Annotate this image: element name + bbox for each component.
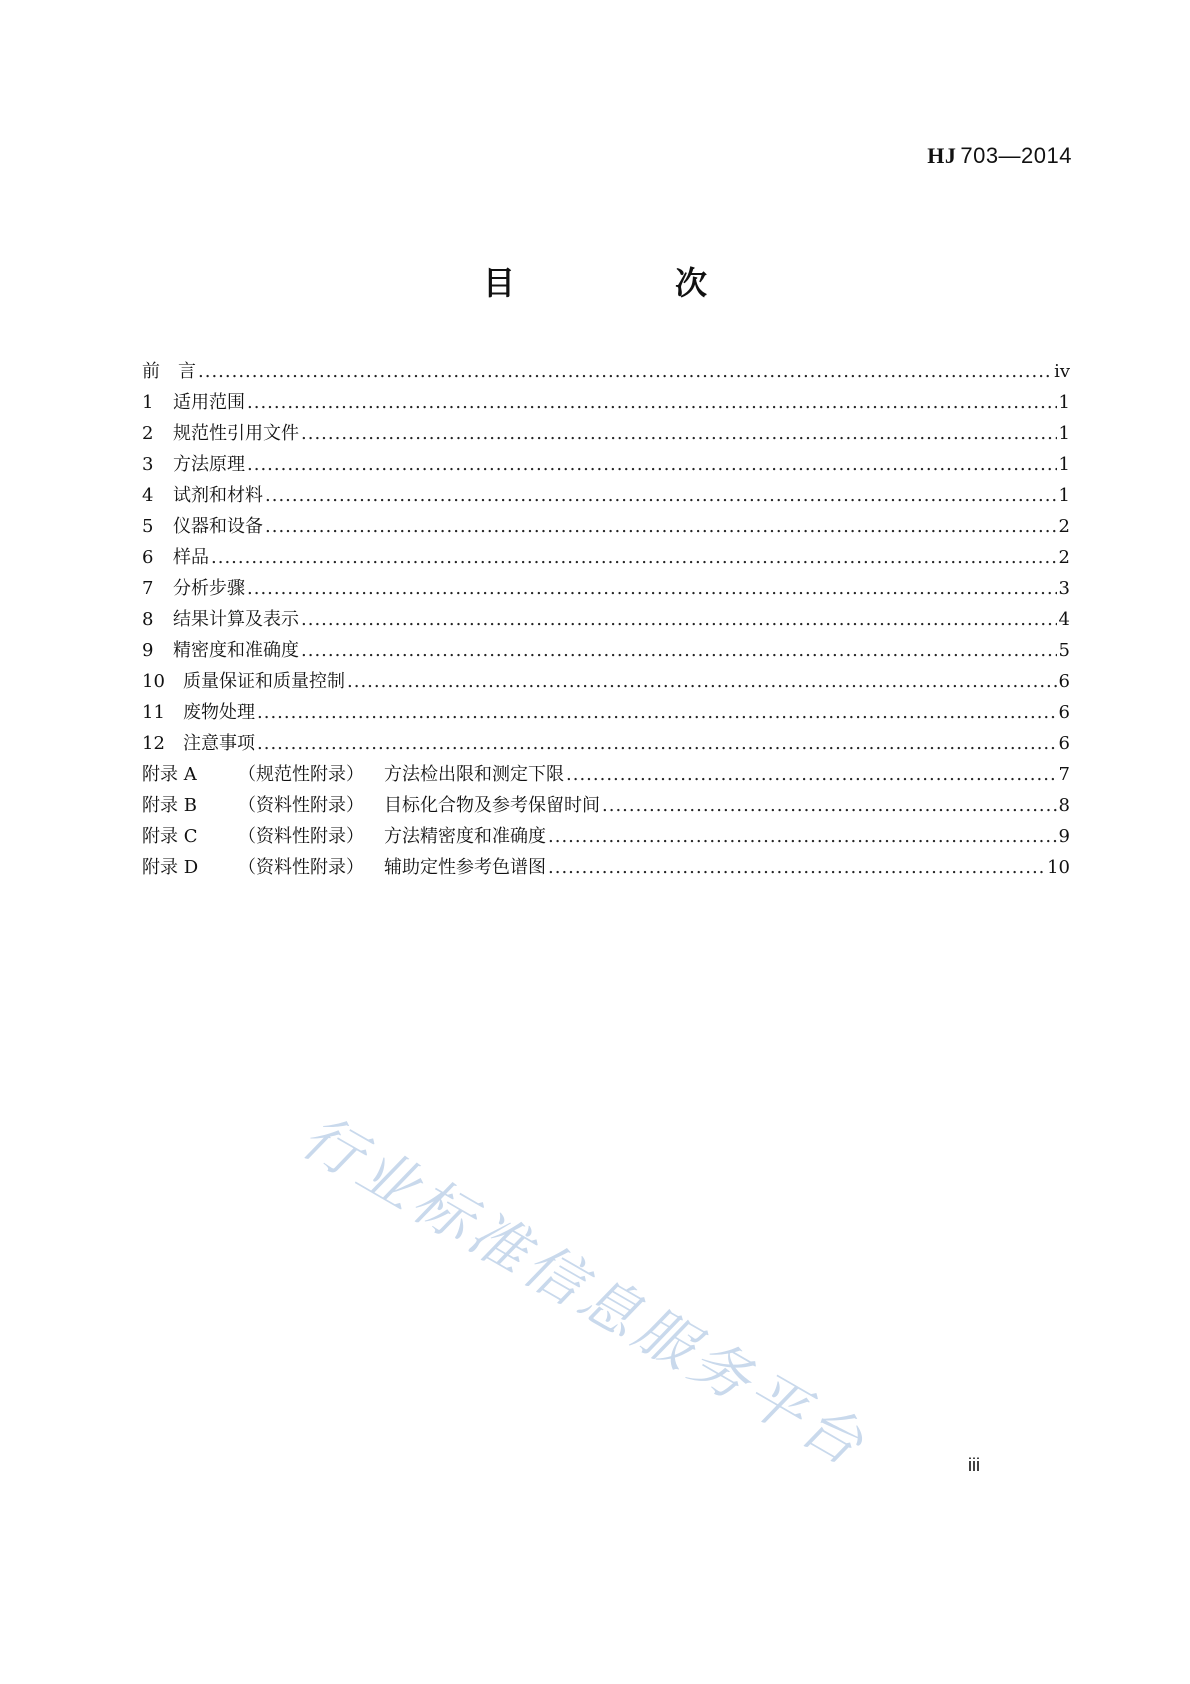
toc-entry-page: 9 [1058,826,1070,847]
toc-entry-number: 9 [142,640,154,661]
toc-entry-number: 2 [142,423,154,444]
toc-entry-label: 仪器和设备 [173,516,263,537]
toc-entry-page: 10 [1047,857,1070,878]
toc-leader-dots [548,852,1045,883]
toc-entry-number: 7 [142,578,154,599]
toc-entry-label: 规范性引用文件 [173,423,299,444]
toc-entry-label: 试剂和材料 [173,485,263,506]
toc-leader-dots [566,759,1057,790]
toc-leader-dots [265,511,1057,542]
watermark-text: 行业标准信息服务平台 [290,1101,879,1481]
page-title: 目 次 [482,264,771,302]
table-of-contents [142,356,1070,883]
toc-entry-label: 精密度和准确度 [173,640,299,661]
toc-leader-dots [602,790,1057,821]
toc-entry-label: 方法原理 [173,454,245,475]
toc-entry[interactable] [142,604,1070,635]
toc-leader-dots [301,635,1057,666]
toc-entry-page: 5 [1058,640,1070,661]
toc-entry-label: 分析步骤 [173,578,245,599]
toc-appendix-kind: （资料性附录） [238,857,364,878]
toc-entry-label: 方法精密度和准确度 [384,826,546,847]
document-code-prefix: HJ [927,143,957,168]
toc-entry[interactable] [142,728,1070,759]
toc-entry-label: 质量保证和质量控制 [183,671,345,692]
toc-entry-page: iv [1054,361,1070,382]
toc-leader-dots [257,697,1057,728]
document-code [927,143,1072,169]
toc-entry-label: 前 言 [142,361,196,382]
toc-leader-dots [347,666,1057,697]
toc-leader-dots [548,821,1057,852]
toc-appendix-kind: （资料性附录） [238,826,364,847]
toc-entry[interactable] [142,387,1070,418]
toc-leader-dots [301,418,1057,449]
toc-entry-label: 废物处理 [183,702,255,723]
toc-entry-page: 7 [1058,764,1070,785]
toc-entry[interactable] [142,449,1070,480]
toc-entry-label: 适用范围 [173,392,245,413]
toc-appendix-name: 附录 D [142,857,199,878]
toc-appendix-name: 附录 B [142,795,197,816]
page-number: iii [968,1455,980,1475]
toc-entry-page: 2 [1058,516,1070,537]
toc-leader-dots [247,387,1057,418]
toc-leader-dots [198,356,1052,387]
toc-entry-label: 方法检出限和测定下限 [384,764,564,785]
toc-entry-number: 5 [142,516,154,537]
toc-entry-number: 11 [142,702,165,723]
toc-entry-number: 8 [142,609,154,630]
toc-entry[interactable] [142,418,1070,449]
toc-appendix-kind: （资料性附录） [238,795,364,816]
document-code-number: 703—2014 [960,143,1072,168]
toc-entry-page: 1 [1058,485,1070,506]
toc-entry-page: 6 [1058,733,1070,754]
toc-entry-number: 4 [142,485,154,506]
toc-entry[interactable] [142,480,1070,511]
toc-leader-dots [247,449,1057,480]
toc-leader-dots [247,573,1057,604]
toc-appendix-kind: （规范性附录） [238,764,364,785]
toc-leader-dots [211,542,1057,573]
toc-entry-page: 8 [1058,795,1070,816]
toc-leader-dots [257,728,1057,759]
toc-entry-label: 结果计算及表示 [173,609,299,630]
toc-entry[interactable] [142,635,1070,666]
toc-entry-number: 3 [142,454,154,475]
toc-entry-page: 1 [1058,454,1070,475]
toc-entry-page: 4 [1058,609,1070,630]
toc-appendix-name: 附录 C [142,826,198,847]
toc-entry-label: 注意事项 [183,733,255,754]
toc-entry-page: 3 [1058,578,1070,599]
toc-entry-page: 6 [1058,671,1070,692]
toc-entry-page: 2 [1058,547,1070,568]
toc-entry-number: 1 [142,392,154,413]
toc-entry[interactable] [142,697,1070,728]
toc-appendix-name: 附录 A [142,764,197,785]
toc-entry-page: 1 [1058,392,1070,413]
toc-entry[interactable] [142,511,1070,542]
toc-entry-number: 10 [142,671,165,692]
toc-entry-label: 辅助定性参考色谱图 [384,857,546,878]
toc-entry-page: 1 [1058,423,1070,444]
toc-entry-foreword[interactable] [142,356,1070,387]
toc-entry[interactable] [142,542,1070,573]
toc-entry-number: 12 [142,733,165,754]
toc-entry[interactable] [142,666,1070,697]
toc-appendix-entry[interactable] [142,852,1070,883]
toc-entry-page: 6 [1058,702,1070,723]
toc-entry-number: 6 [142,547,154,568]
toc-entry-label: 样品 [173,547,209,568]
toc-appendix-entry[interactable] [142,821,1070,852]
toc-appendix-entry[interactable] [142,790,1070,821]
toc-entry-label: 目标化合物及参考保留时间 [384,795,600,816]
toc-leader-dots [265,480,1057,511]
toc-entry[interactable] [142,573,1070,604]
toc-leader-dots [301,604,1057,635]
toc-appendix-entry[interactable] [142,759,1070,790]
